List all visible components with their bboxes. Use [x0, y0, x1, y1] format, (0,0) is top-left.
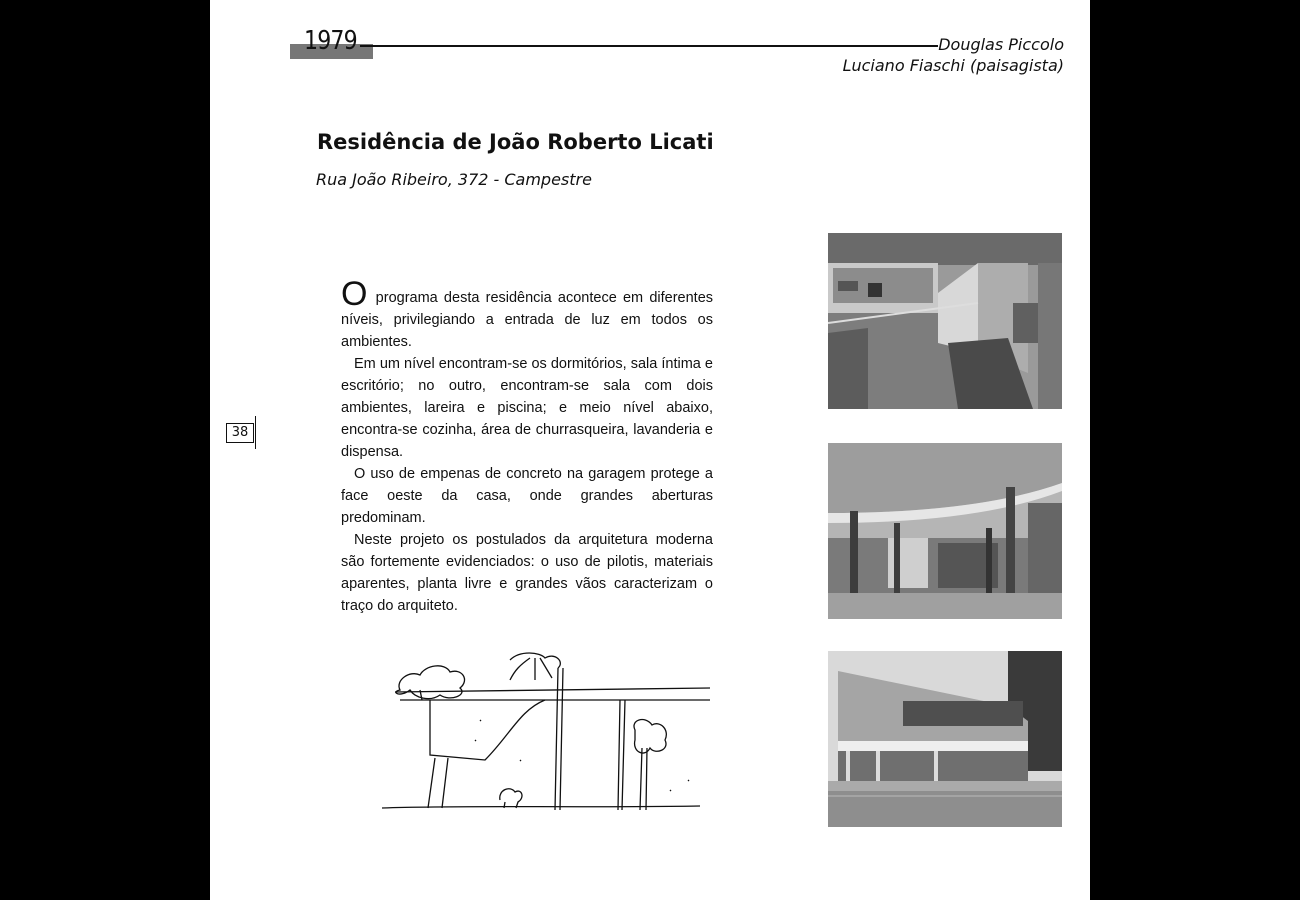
paragraph-3: O uso de empenas de concreto na garagem protege a face oeste da casa, onde grandes aberturas predominam.	[341, 466, 713, 526]
house-sketch	[370, 640, 710, 815]
authors	[843, 34, 1064, 76]
paragraph-1	[341, 275, 714, 353]
paragraph-2: Em um nível encontram-se os dormitórios, sala íntima e escritório; no outro, encontram-se sala com dois ambientes, lareira e piscina; e meio nível abaixo, encontra-se cozinha, área de churrasqueira, lavanderia e dispensa.	[341, 356, 713, 460]
paragraph-4: Neste projeto os postulados da arquitetura moderna são fortemente evidenciados: o uso de pilotis, materiais aparentes, planta livre e grandes vãos caracterizam o traço do arquiteto.	[341, 532, 713, 614]
paragraph-1-text: programa desta residência acontece em diferentes níveis, privilegiando a entrada de luz em todos os ambientes.	[341, 290, 714, 350]
photo-pilotis-canopy	[828, 443, 1062, 619]
article-title: Residência de João Roberto Licati	[317, 130, 714, 154]
drop-cap: O	[341, 275, 368, 313]
architect-name: Douglas Piccolo	[938, 35, 1064, 54]
article-address: Rua João Ribeiro, 372 - Campestre	[316, 170, 592, 189]
photo-facade-pool	[828, 651, 1062, 827]
article-body	[341, 275, 714, 617]
page-number: 38	[226, 423, 254, 443]
book-page	[210, 0, 1090, 900]
year-label: 1979	[304, 26, 357, 56]
page-number-tick	[255, 416, 256, 449]
photo-interior-courtyard	[828, 233, 1062, 409]
landscaper-name: Luciano Fiaschi (paisagista)	[842, 56, 1064, 75]
